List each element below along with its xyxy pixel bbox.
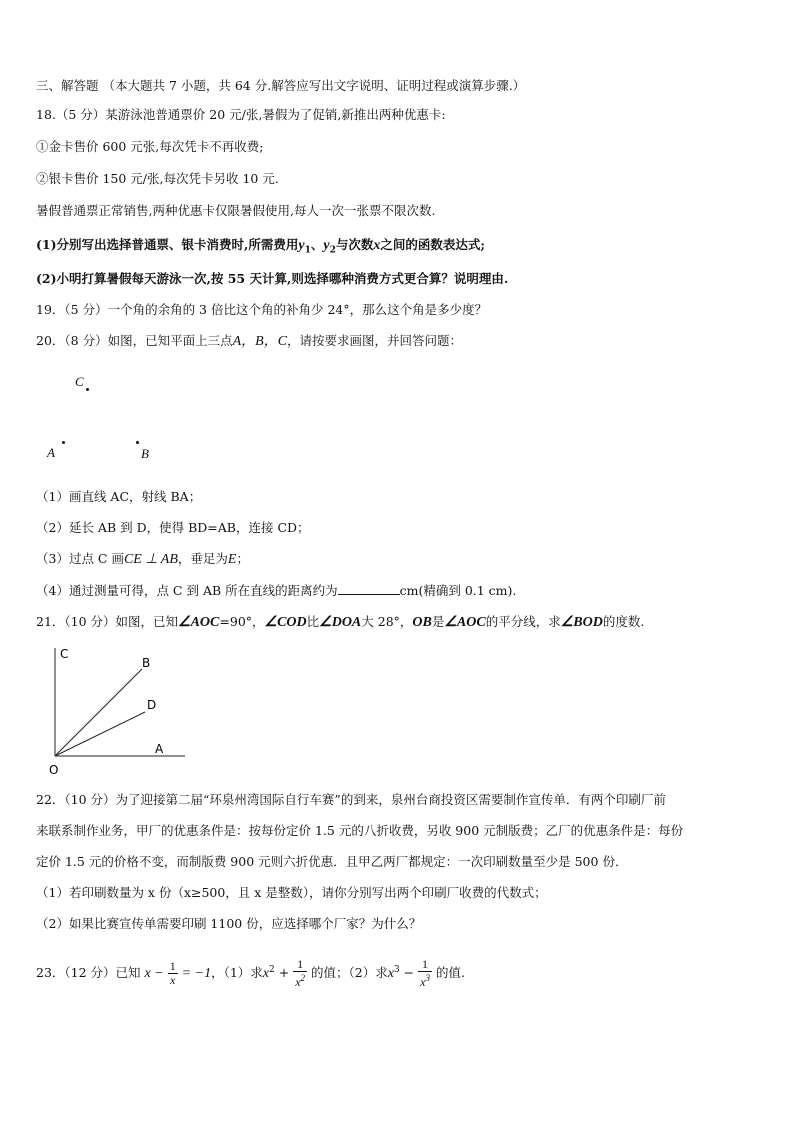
q21-text: 21．（10 分）如图，已知∠AOC=90°，∠COD比∠DOA大 28°，OB是∠AOC的平分线，求∠BOD的度数. <box>36 614 645 630</box>
section-header: 三、解答题 （本大题共 7 小题，共 64 分.解答应写出文字说明、证明过程或演算步骤.） <box>36 78 526 93</box>
q20-point-b-label: B <box>141 446 149 461</box>
fraction-1-over-x: $\frac{1}{x}$ <box>169 959 176 988</box>
fraction-1-over-x2: $\frac{1}{x^2}$ <box>295 957 306 990</box>
q19-text: 19．（5 分）一个角的余角的 3 倍比这个角的补角少 24°，那么这个角是多少度？ <box>36 302 488 317</box>
q20-step1: （1）画直线 AC，射线 BA； <box>36 489 202 504</box>
q20-step4: （4）通过测量可得，点 C 到 AB 所在直线的距离约为 cm(精确到 0.1 cm). <box>36 583 517 598</box>
answer-blank[interactable] <box>338 582 400 595</box>
q22-line2: 来联系制作业务，甲厂的优惠条件是：按每份定价 1.5 元的八折收费，另收 900 元制版费；乙厂的优惠条件是：每份 <box>36 823 684 838</box>
q18-option-silver: ②银卡售价 150 元/张,每次凭卡另收 10 元. <box>36 171 279 186</box>
q18-note: 暑假普通票正常销售,两种优惠卡仅限暑假使用,每人一次一张票不限次数. <box>36 203 436 218</box>
q20-point-b <box>136 441 139 444</box>
q18-intro: 18.（5 分）某游泳池普通票价 20 元/张,暑假为了促销,新推出两种优惠卡: <box>36 107 446 122</box>
q20-intro: 20．（8 分）如图，已知平面上三点A，B，C，请按要求画图，并回答问题： <box>36 333 463 349</box>
q21-angle-figure <box>44 640 194 780</box>
q20-point-a-label: A <box>47 445 55 460</box>
q22-part1: （1）若印刷数量为 x 份（x≥500，且 x 是整数），请你分别写出两个印刷厂收费的代数式； <box>36 885 547 900</box>
q20-point-c <box>86 388 89 391</box>
label-o: O <box>49 763 59 777</box>
q20-step3: （3）过点 C 画CE ⊥ AB，垂足为E； <box>36 551 249 567</box>
label-c: C <box>60 647 69 661</box>
q18-part2: (2)小明打算暑假每天游泳一次,按 55 天计算,则选择哪种消费方式更合算？说明理由. <box>36 271 509 286</box>
q22-line3: 定价 1.5 元的价格不变，而制版费 900 元则六折优惠．且甲乙两厂都规定：一次印刷数量至少是 500 份． <box>36 854 628 869</box>
ray-ob <box>55 669 142 756</box>
label-b: B <box>142 656 151 670</box>
q18-part1: (1)分别写出选择普通票、银卡消费时,所需费用$y_1$、$y_2$与次数x之间的函数表达式; <box>36 237 486 256</box>
q20-step2: （2）延长 AB 到 D，使得 BD=AB，连接 CD； <box>36 520 310 535</box>
label-d: D <box>147 698 157 712</box>
q22-line1: 22．（10 分）为了迎接第二届“环泉州湾国际自行车赛”的到来，泉州台商投资区需要制作宣传单．有两个印刷厂前 <box>36 792 666 807</box>
q18-option-gold: ①金卡售价 600 元张,每次凭卡不再收费; <box>36 139 264 154</box>
fraction-1-over-x3: $\frac{1}{x^3}$ <box>420 957 430 990</box>
label-a: A <box>155 742 164 756</box>
q22-part2: （2）如果比赛宣传单需要印刷 1100 份，应选择哪个厂家？为什么？ <box>36 916 422 931</box>
q20-point-c-label: C <box>75 374 84 389</box>
q23-text: 23．（12 分）已知 x − $\frac{1}{x}$ = −1，（1）求$x^2$ + $\frac{1}{x^2}$ 的值；（2）求$x^3$ − $\frac{1}{x^3}$ 的值. <box>36 957 465 990</box>
ray-od <box>55 712 145 756</box>
q20-point-a <box>62 441 65 444</box>
